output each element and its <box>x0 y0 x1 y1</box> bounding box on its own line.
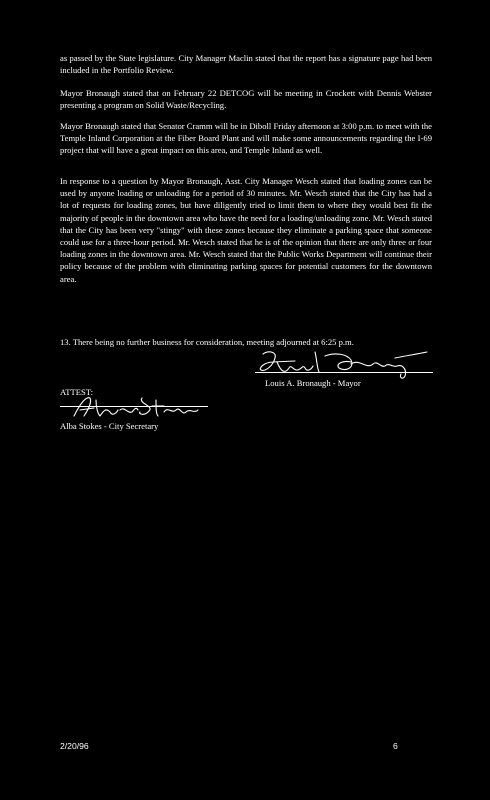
mayor-signature-line <box>255 372 433 373</box>
paragraph-loading-zones: In response to a question by Mayor Bronaugh, Asst. City Manager Wesch stated that loading zones can be used by anyone loading or unloading for a period of 30 minutes. Mr. Wesch stated that the City has had a lot of requests for loading zones, but have diligently tried to limit them to where they would best fit the majority of people in the downtown area who have the need for a loading/unloading zone. Mr. Wesch stated that the City has been very "stingy" with these zones because they eliminate a parking space that someone could use for a three-hour period. Mr. Wesch stated that he is of the opinion that there are only three or four loading zones in the downtown area. Mr. Wesch stated that the Public Works Department will continue their policy because of the problem with eliminating parking spaces for potential customers for the downtown area. <box>60 176 432 284</box>
mayor-name: Louis A. Bronaugh - Mayor <box>265 378 361 388</box>
attest-label: ATTEST: <box>60 387 93 397</box>
footer-date: 2/20/96 <box>60 741 89 751</box>
paragraph-adjournment: 13. There being no further business for consideration, meeting adjourned at 6:25 p.m. <box>60 337 354 347</box>
attest-signature-line <box>60 406 208 407</box>
paragraph-detcog-meeting: Mayor Bronaugh stated that on February 22 DETCOG will be meeting in Crockett with Dennis Webster presenting a program on Solid Waste/Recycling. <box>60 88 432 111</box>
clerk-signature <box>60 394 210 420</box>
paragraph-senator-visit: Mayor Bronaugh stated that Senator Cramm will be in Diboll Friday afternoon at 3:00 p.m. to meet with the Temple Inland Corporation at the Fiber Board Plant and will make some announcements regarding the I-69 project that will have a great impact on this area, and Temple Inland as well. <box>60 121 432 156</box>
page-number: 6 <box>393 741 398 751</box>
clerk-name: Alba Stokes - City Secretary <box>60 421 159 431</box>
paragraph-portfolio-review: as passed by the State legislature. City Manager Maclin stated that the report has a signature page had been included in the Portfolio Review. <box>60 53 432 76</box>
